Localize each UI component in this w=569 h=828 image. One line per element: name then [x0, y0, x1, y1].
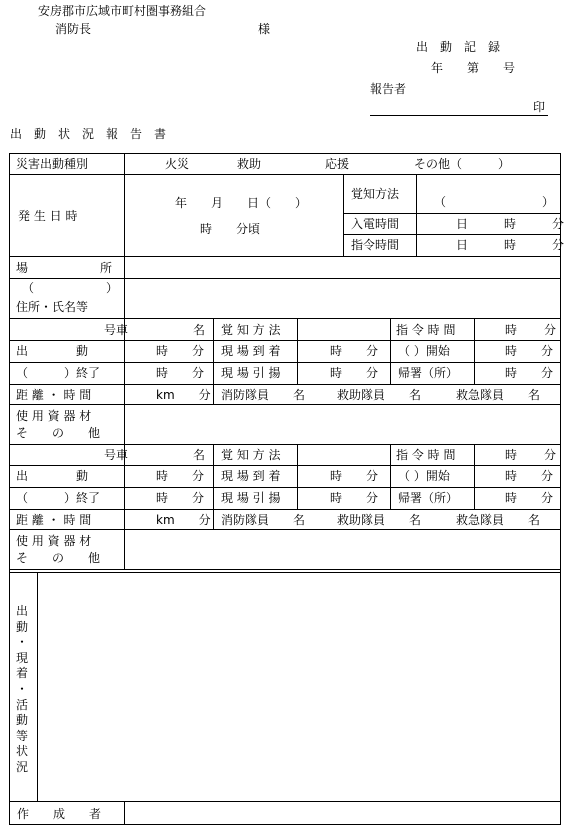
- unit1-order-minute[interactable]: 分: [544, 323, 557, 337]
- unit1-distance-value[interactable]: km 分: [156, 388, 211, 402]
- unit2-start-time[interactable]: 時 分: [505, 469, 554, 483]
- unit2-order-minute[interactable]: 分: [544, 448, 557, 462]
- unit1-other-label: そ の 他: [16, 426, 101, 440]
- unit1-rescue-crew-count[interactable]: 救助隊員 名: [337, 388, 422, 402]
- unit2-rescue-crew-count[interactable]: 救助隊員 名: [337, 513, 422, 527]
- unit2-withdraw-time[interactable]: 時 分: [330, 491, 379, 505]
- activity-label-char: 着: [15, 666, 28, 681]
- type-option-support[interactable]: 応援: [325, 157, 350, 171]
- unit2-return-label: 帰署（所）: [398, 491, 459, 505]
- unit2-withdraw-label: 現 場 引 揚: [221, 491, 281, 505]
- unit1-order-hour[interactable]: 時: [505, 323, 518, 337]
- activity-label-char: 状: [15, 744, 28, 759]
- unit2-ems-crew-count[interactable]: 救急隊員 名: [456, 513, 541, 527]
- unit1-detection-method-label: 覚 知 方 法: [221, 323, 281, 337]
- unit1-start-label: （ ）開始: [398, 344, 450, 358]
- unit1-car-name-unit: 名: [193, 323, 206, 337]
- honorific: 様: [258, 22, 271, 36]
- place-label: 場 所: [16, 261, 113, 275]
- unit2-other-label: そ の 他: [16, 551, 101, 565]
- occurrence-datetime-label: 発 生 日 時: [18, 209, 78, 223]
- unit1-return-time[interactable]: 時 分: [505, 366, 554, 380]
- activity-label-char: 動: [15, 713, 28, 728]
- detection-method-field[interactable]: （ ）: [434, 195, 555, 209]
- unit1-dispatch-label: 出 動: [16, 344, 89, 358]
- record-title: 出 動 記 録: [416, 40, 501, 54]
- unit2-distance-label: 距 離 ・ 時 間: [16, 513, 92, 527]
- author-field[interactable]: [128, 804, 556, 822]
- unit2-arrival-label: 現 場 到 着: [221, 469, 281, 483]
- address-paren-blank: （ ）: [22, 281, 119, 295]
- unit2-equipment-field[interactable]: [128, 532, 556, 566]
- type-option-fire[interactable]: 火災: [165, 157, 190, 171]
- unit1-distance-label: 距 離 ・ 時 間: [16, 388, 92, 402]
- unit2-fire-crew-count[interactable]: 消防隊員 名: [221, 513, 306, 527]
- unit2-return-time[interactable]: 時 分: [505, 491, 554, 505]
- activity-label-char: 活: [15, 697, 28, 712]
- unit1-end-label: （ ）終了: [16, 366, 101, 380]
- unit2-order-hour[interactable]: 時: [505, 448, 518, 462]
- activity-label-char: 現: [15, 650, 28, 665]
- unit1-arrival-label: 現 場 到 着: [221, 344, 281, 358]
- unit1-equipment-label: 使 用 資 器 材: [16, 409, 92, 423]
- type-option-rescue[interactable]: 救助: [237, 157, 262, 171]
- unit2-detection-method-label: 覚 知 方 法: [221, 448, 281, 462]
- unit1-end-time[interactable]: 時 分: [156, 366, 205, 380]
- unit2-car-label: 号車: [104, 448, 129, 462]
- detection-method-label: 覚知方法: [351, 187, 400, 201]
- unit1-dispatch-time[interactable]: 時 分: [156, 344, 205, 358]
- activity-label-char: 動: [15, 619, 28, 634]
- year-number-line: 年 第 号: [431, 61, 516, 75]
- unit1-ems-crew-count[interactable]: 救急隊員 名: [456, 388, 541, 402]
- activity-status-label: [15, 604, 29, 776]
- form-title: 出 動 状 況 報 告 書: [10, 127, 167, 141]
- activity-label-char: 等: [15, 728, 28, 743]
- activity-label-char: 況: [15, 759, 28, 774]
- unit2-end-label: （ ）終了: [16, 491, 101, 505]
- unit1-start-time[interactable]: 時 分: [505, 344, 554, 358]
- activity-status-field[interactable]: [40, 578, 558, 796]
- unit1-order-time-label: 指 令 時 間: [396, 323, 456, 337]
- recipient-title: 消防長: [55, 22, 92, 36]
- unit2-start-label: （ ）開始: [398, 469, 450, 483]
- occurrence-date-field[interactable]: 年 月 日（ ）: [175, 196, 308, 210]
- disaster-type-label: 災害出動種別: [16, 157, 89, 171]
- unit2-order-time-label: 指 令 時 間: [396, 448, 456, 462]
- unit2-dispatch-time[interactable]: 時 分: [156, 469, 205, 483]
- unit2-equipment-label: 使 用 資 器 材: [16, 534, 92, 548]
- unit2-distance-value[interactable]: km 分: [156, 513, 211, 527]
- organization-name: 安房郡市広域市町村圏事務組合: [38, 4, 207, 18]
- unit1-car-label: 号車: [104, 323, 129, 337]
- address-name-label: 住所・氏名等: [16, 300, 89, 314]
- activity-label-char: ・: [15, 635, 28, 650]
- seal-mark: 印: [533, 100, 546, 114]
- author-label: 作 成 者: [17, 807, 102, 821]
- order-time-label: 指令時間: [351, 238, 400, 252]
- occurrence-time-field[interactable]: 時 分頃: [200, 222, 261, 236]
- unit1-return-label: 帰署（所）: [398, 366, 459, 380]
- call-time-label: 入電時間: [351, 217, 400, 231]
- unit1-equipment-field[interactable]: [128, 407, 556, 441]
- reporter-label: 報告者: [370, 82, 407, 96]
- unit2-arrival-time[interactable]: 時 分: [330, 469, 379, 483]
- order-time-field[interactable]: 日 時 分: [456, 238, 565, 252]
- unit2-car-name-unit: 名: [193, 448, 206, 462]
- unit1-arrival-time[interactable]: 時 分: [330, 344, 379, 358]
- call-time-field[interactable]: 日 時 分: [456, 217, 565, 231]
- activity-label-char: ・: [15, 681, 28, 696]
- unit1-withdraw-label: 現 場 引 揚: [221, 366, 281, 380]
- unit2-end-time[interactable]: 時 分: [156, 491, 205, 505]
- activity-label-char: 出: [15, 604, 28, 618]
- unit1-fire-crew-count[interactable]: 消防隊員 名: [221, 388, 306, 402]
- unit2-dispatch-label: 出 動: [16, 469, 89, 483]
- reporter-underline: [370, 115, 548, 116]
- type-option-other[interactable]: その他（ ）: [414, 157, 511, 171]
- unit1-withdraw-time[interactable]: 時 分: [330, 366, 379, 380]
